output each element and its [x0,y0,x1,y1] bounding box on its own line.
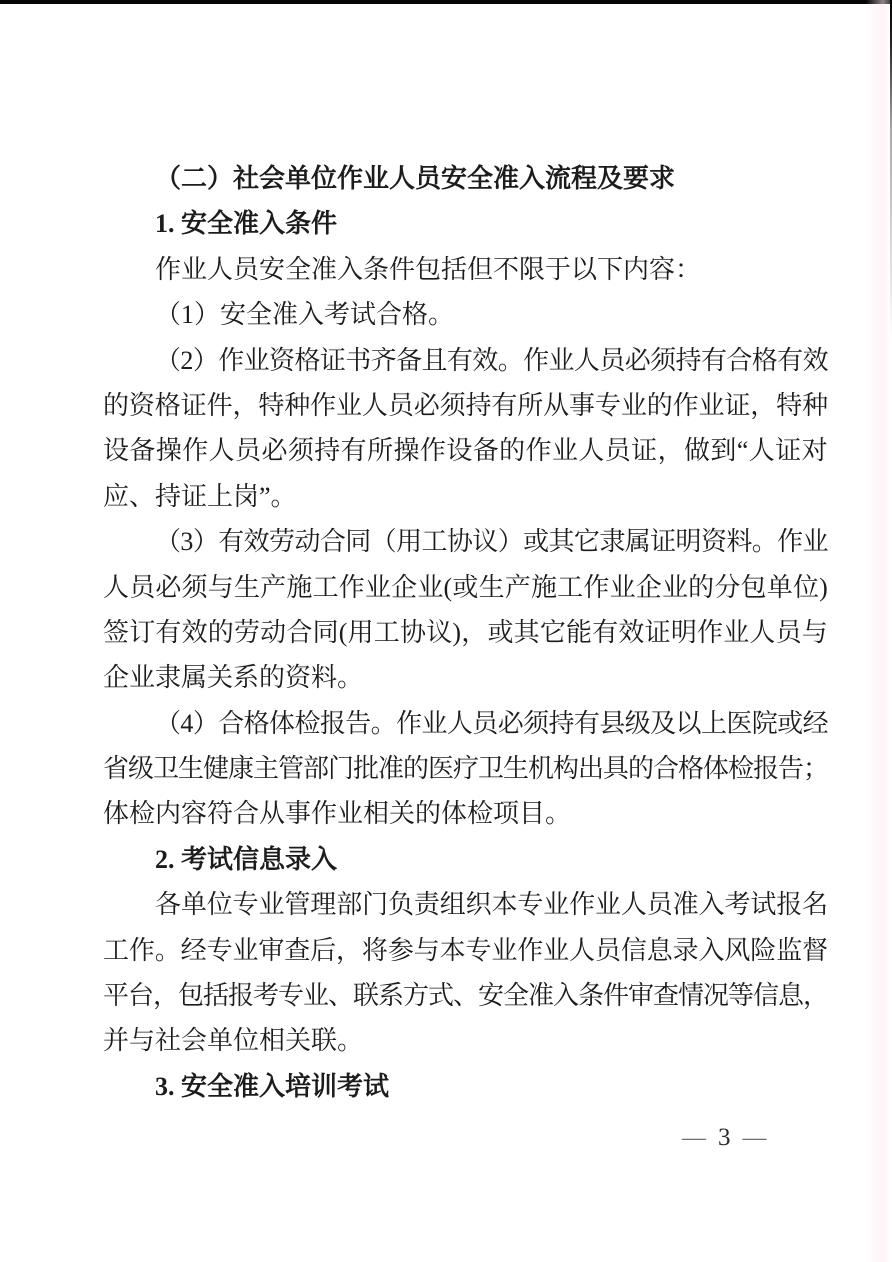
text-line: 人员必须与生产施工作业企业(或生产施工作业企业的分包单位) [103,572,828,602]
footer-dash-right: — [742,1125,767,1151]
text-line: 省级卫生健康主管部门批准的医疗卫生机构出具的合格体检报告； [103,754,828,784]
top-edge-scan-bar [0,0,892,4]
text-line: 工作。经专业审查后，将参与本专业作业人员信息录入风险监督 [103,935,828,965]
text-line: 签订有效的劳动合同(用工协议)，或其它能有效证明作业人员与 [103,617,828,647]
text-line: 并与社会单位相关联。 [103,1026,364,1056]
text-line: 体检内容符合从事作业相关的体检项目。 [103,799,572,829]
page-number: 3 [718,1124,731,1151]
text-line: 设备操作人员必须持有所操作设备的作业人员证，做到“人证对 [103,436,828,466]
text-line: （二）社会单位作业人员安全准入流程及要求 [155,164,676,193]
text-line: 1. 安全准入条件 [155,209,338,239]
right-edge-scan-tint [866,0,890,1262]
text-line: （2）作业资格证书齐备且有效。作业人员必须持有合格有效 [155,345,828,375]
text-line: （4）合格体检报告。作业人员必须持有县级及以上医院或经 [155,708,828,738]
text-line: （3）有效劳动合同（用工协议）或其它隶属证明资料。作业 [155,527,828,557]
footer-dash-left: — [682,1125,706,1151]
text-line: 平台，包括报考专业、联系方式、安全准入条件审查情况等信息， [103,981,828,1011]
text-line: 2. 考试信息录入 [155,844,338,874]
text-line: 各单位专业管理部门负责组织本专业作业人员准入考试报名 [155,890,828,920]
text-line: 应、持证上岗”。 [103,481,297,511]
text-line: 的资格证件，特种作业人员必须持有所从事专业的作业证，特种 [103,390,828,420]
text-line: 作业人员安全准入条件包括但不限于以下内容： [155,254,702,284]
text-line: （1）安全准入考试合格。 [155,300,455,330]
document-body [103,156,828,1109]
page-footer [682,1124,767,1152]
text-line: 3. 安全准入培训考试 [155,1071,390,1101]
text-line: 企业隶属关系的资料。 [103,663,364,693]
